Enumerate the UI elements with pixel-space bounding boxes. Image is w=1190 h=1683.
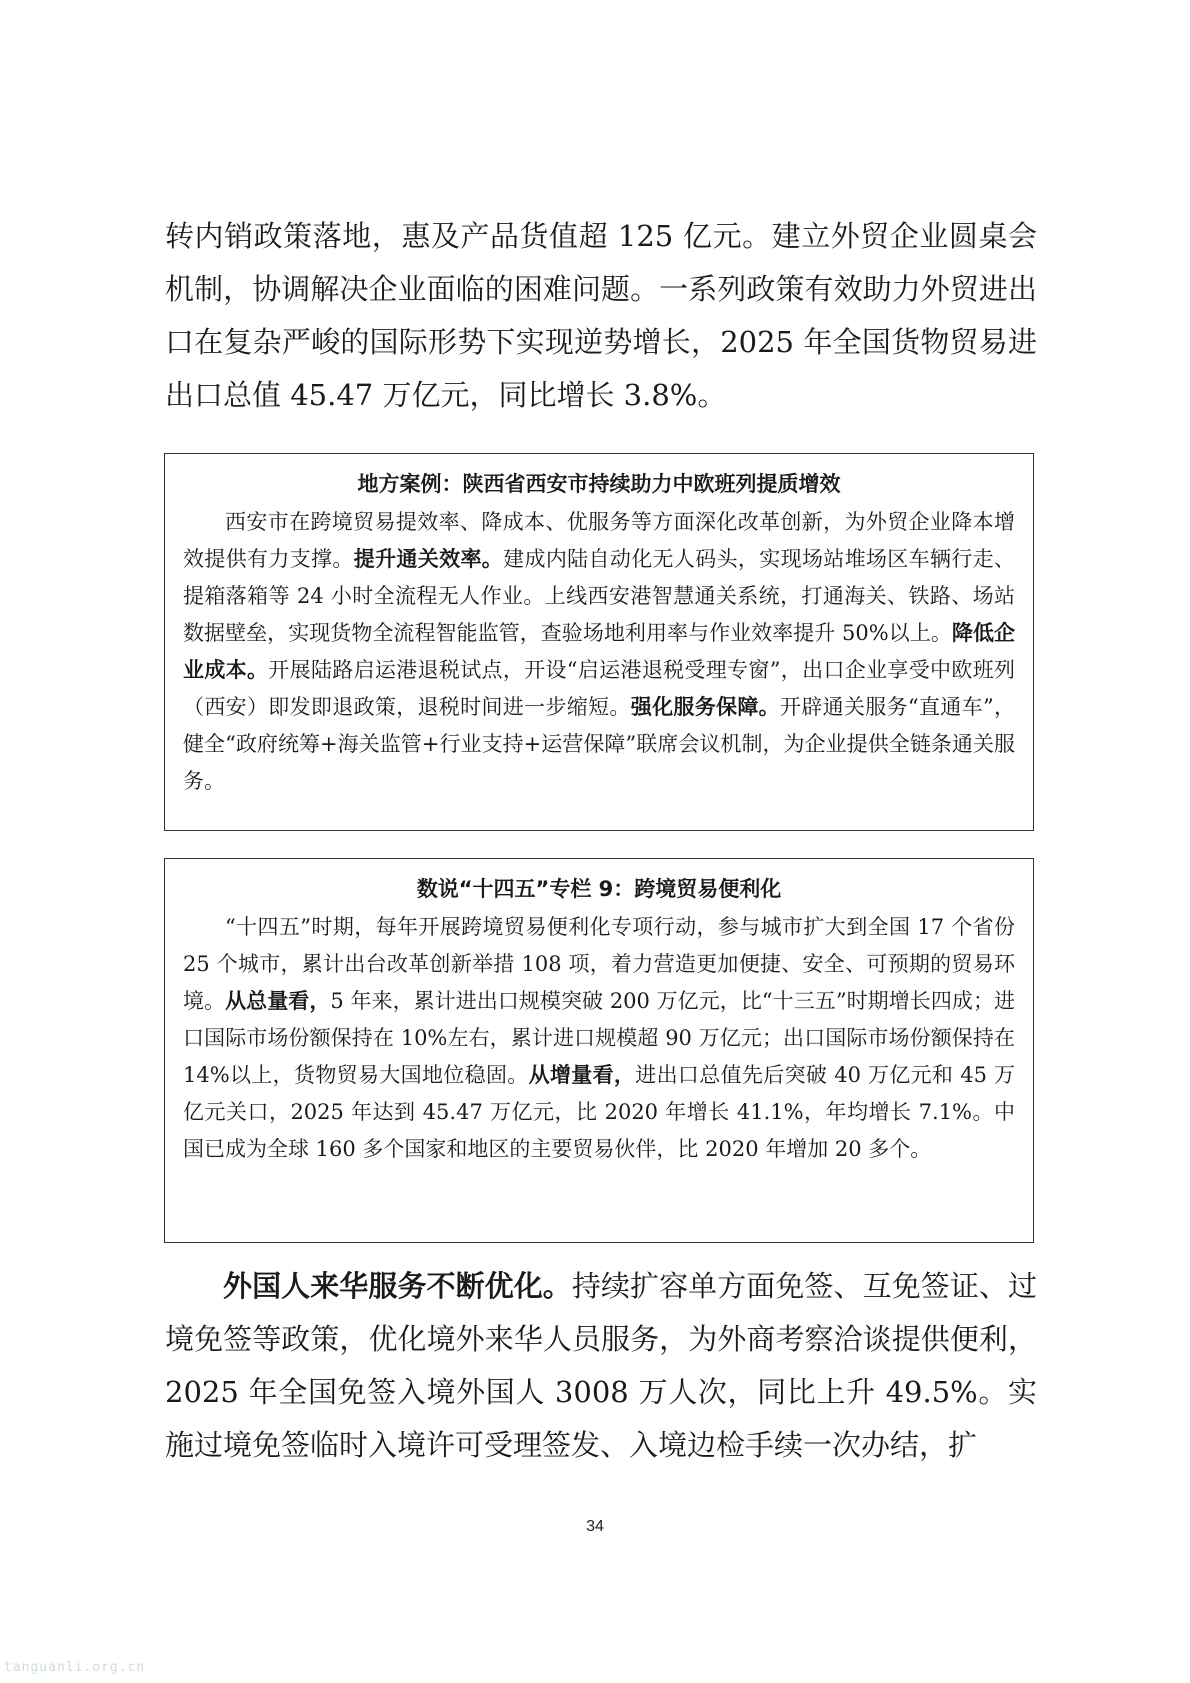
case-heading-2: 降低企业成本。 bbox=[183, 621, 1015, 682]
top-paragraph: 转内销政策落地，惠及产品货值超 125 亿元。建立外贸企业圆桌会机制，协调解决企业面临的困难问题。一系列政策有效助力外贸进出口在复杂严峻的国际形势下实现逆势增长，2025 年全国货物贸易进出口总值 45.47 万亿元，同比增长 3.8%。 bbox=[165, 219, 1037, 412]
case-text-2: 开展陆路启运港退税试点，开设“启运港退税受理专窗”，出口企业享受中欧班列（西安）即发即退政策，退税时间进一步缩短。 bbox=[183, 658, 1016, 719]
bottom-paragraph bbox=[165, 1260, 1037, 1472]
page-number: 34 bbox=[586, 1518, 604, 1535]
column-heading-2: 从增量看， bbox=[528, 1063, 636, 1087]
case-box-title: 地方案例：陕西省西安市持续助力中欧班列提质增效 bbox=[357, 472, 841, 496]
watermark: tanguanli.org.cn bbox=[4, 1660, 146, 1675]
column-text-2: 进出口总值先后突破 40 万亿元和 45 万亿元关口，2025 年达到 45.47 万亿元，比 2020 年增长 41.1%，年均增长 7.1%。中国已成为全球 160 多个国家和地区的主要贸易伙伴，比 2020 年增加 20 多个。 bbox=[183, 1063, 1015, 1161]
bottom-heading: 外国人来华服务不断优化。 bbox=[223, 1269, 572, 1303]
case-text-1: 建成内陆自动化无人码头，实现场站堆场区车辆行走、提箱落箱等 24 小时全流程无人作业。上线西安港智慧通关系统，打通海关、铁路、场站数据壁垒，实现货物全流程智能监管，查验场地利用率与作业效率提升 50%以上。 bbox=[183, 547, 1016, 645]
bottom-paragraph-block bbox=[165, 1260, 1037, 1472]
data-column-box bbox=[164, 858, 1034, 1243]
local-case-box bbox=[164, 453, 1034, 831]
column-box-body bbox=[183, 909, 1015, 1168]
case-heading-3: 强化服务保障。 bbox=[630, 695, 780, 719]
bottom-text: 持续扩容单方面免签、互免签证、过境免签等政策，优化境外来华人员服务，为外商考察洽谈提供便利，2025 年全国免签入境外国人 3008 万人次，同比上升 49.5%。实施过境免签临时入境许可受理签发、入境边检手续一次办结，扩 bbox=[165, 1269, 1037, 1462]
top-paragraph-block bbox=[165, 210, 1037, 422]
case-heading-1: 提升通关效率。 bbox=[353, 547, 504, 571]
case-box-body bbox=[183, 504, 1015, 800]
column-text-1: 5 年来，累计进出口规模突破 200 万亿元，比“十三五”时期增长四成；进口国际市场份额保持在 10%左右，累计进口规模超 90 万亿元；出口国际市场份额保持在 14%以上，货物贸易大国地位稳固。 bbox=[183, 989, 1015, 1087]
column-box-title: 数说“十四五”专栏 9：跨境贸易便利化 bbox=[416, 877, 782, 901]
case-intro: 西安市在跨境贸易提效率、降成本、优服务等方面深化改革创新，为外贸企业降本增效提供有力支撑。 bbox=[183, 510, 1015, 571]
column-heading-1: 从总量看， bbox=[225, 989, 331, 1013]
case-text-3: 开辟通关服务“直通车”，健全“政府统筹+海关监管+行业支持+运营保障”联席会议机制，为企业提供全链条通关服务。 bbox=[183, 695, 1016, 793]
column-intro: “十四五”时期，每年开展跨境贸易便利化专项行动，参与城市扩大到全国 17 个省份 25 个城市，累计出台改革创新举措 108 项，着力营造更加便捷、安全、可预期的贸易环境。 bbox=[183, 915, 1015, 1013]
